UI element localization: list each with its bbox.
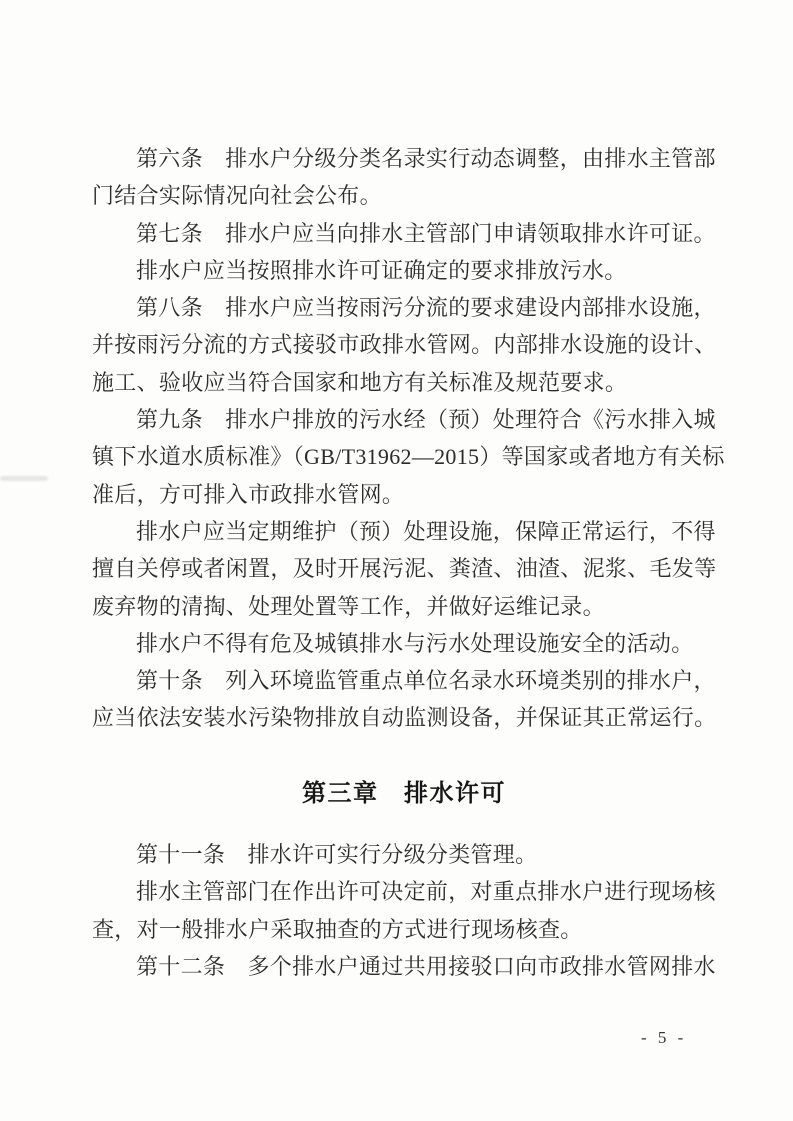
page-number: - 5 - bbox=[641, 1028, 687, 1047]
body-text-line: 应当依法安装水污染物排放自动监测设备，并保证其正常运行。 bbox=[92, 705, 717, 731]
body-text-line: 第十条 列入环境监管重点单位名录水环境类别的排水户， bbox=[136, 668, 716, 694]
body-text-line: 查，对一般排水户采取抽查的方式进行现场核查。 bbox=[92, 916, 583, 942]
body-text-line: 第九条 排水户排放的污水经（预）处理符合《污水排入城 bbox=[136, 407, 716, 433]
body-text-line: 擅自关停或者闲置，及时开展污泥、粪渣、油渣、泥浆、毛发等 bbox=[92, 556, 717, 582]
body-text-line: 排水户应当按照排水许可证确定的要求排放污水。 bbox=[136, 257, 627, 283]
chapter-heading: 第三章 排水许可 bbox=[302, 779, 506, 807]
body-text-line: 排水户不得有危及城镇排水与污水处理设施安全的活动。 bbox=[136, 630, 694, 656]
body-text-line: 并按雨污分流的方式接驳市政排水管网。内部排水设施的设计、 bbox=[92, 332, 717, 358]
body-text-line: 排水户应当定期维护（预）处理设施，保障正常运行，不得 bbox=[136, 518, 716, 544]
body-text-line: 门结合实际情况向社会公布。 bbox=[92, 183, 382, 209]
body-text-line: 镇下水道水质标准》（GB/T31962—2015）等国家或者地方有关标 bbox=[92, 444, 725, 470]
body-text-line: 排水主管部门在作出许可决定前，对重点排水户进行现场核 bbox=[136, 879, 716, 905]
body-text-line: 第十一条 排水许可实行分级分类管理。 bbox=[136, 842, 538, 868]
document-text-block bbox=[92, 140, 725, 985]
body-text-line: 施工、验收应当符合国家和地方有关标准及规范要求。 bbox=[92, 369, 628, 395]
body-text-line: 第八条 排水户应当按雨污分流的要求建设内部排水设施， bbox=[136, 295, 716, 321]
scan-smudge-artifact bbox=[0, 476, 48, 481]
body-text-line: 第十二条 多个排水户通过共用接驳口向市政排水管网排水 bbox=[136, 953, 716, 979]
body-text-line: 废弃物的清掏、处理处置等工作，并做好运维记录。 bbox=[92, 593, 605, 619]
body-text-line: 第七条 排水户应当向排水主管部门申请领取排水许可证。 bbox=[136, 220, 716, 246]
body-text-line: 准后，方可排入市政排水管网。 bbox=[92, 481, 405, 507]
body-text-line: 第六条 排水户分级分类名录实行动态调整，由排水主管部 bbox=[136, 146, 716, 171]
